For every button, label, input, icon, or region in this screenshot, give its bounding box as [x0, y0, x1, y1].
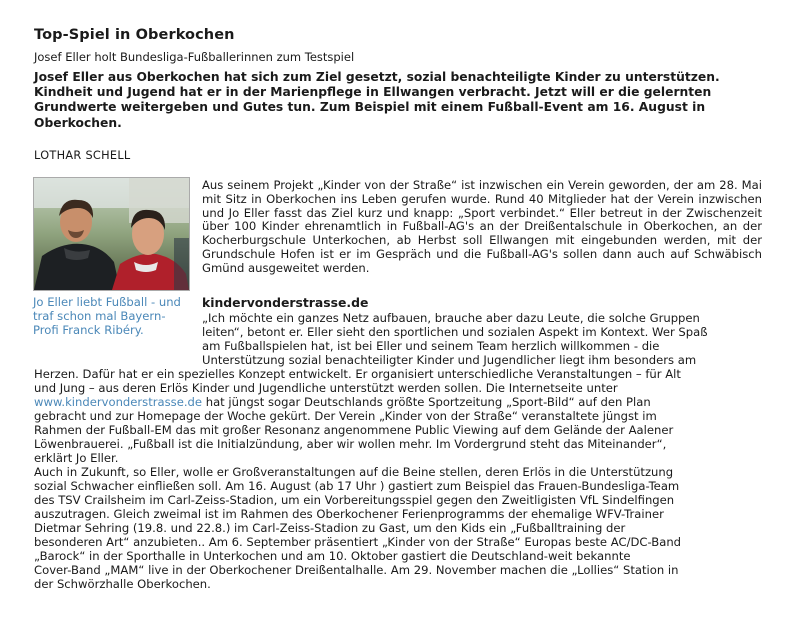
body-line: Cover-Band „MAM“ live in der Oberkochener Dreißentalhalle. Am 29. November machen die „Lollies“ Station in [34, 563, 679, 577]
article-title: Top-Spiel in Oberkochen [34, 27, 235, 43]
photo-caption: Jo Eller liebt Fußball - und traf schon mal Bayern-Profi Franck Ribéry. [33, 295, 181, 338]
website-link[interactable]: www.kindervonderstrasse.de [34, 395, 203, 409]
body-line: auszutragen. Gleich zweimal ist im Rahmen des Oberkochener Ferienprogramms der ehemalige WFV-Trainer [34, 507, 664, 521]
body-line: „Barock“ in der Sporthalle in Unterkochen und am 10. Oktober gastiert die Deutschland-weit bekannte [34, 549, 631, 563]
body-line: gebracht und zur Homepage der Woche gekürt. Der Verein „Kinder von der Straße“ veranstaltete jüngst im [34, 409, 657, 423]
body-line: Herzen. Dafür hat er ein spezielles Konzept entwickelt. Er organisiert unterschiedliche Veranstaltungen – für Alt [34, 367, 681, 381]
body-line: „Ich möchte ein ganzes Netz aufbauen, brauche aber dazu Leute, die solche Gruppen [202, 311, 700, 325]
body-line: erklärt Jo Eller. [34, 451, 119, 465]
photo-illustration [34, 178, 189, 290]
body-line: Löwenbrauerei. „Fußball ist die Initialzündung, aber wir wollen mehr. Im Vordergrund steht das Miteinander“, [34, 437, 667, 451]
body-line: der Schwörzhalle Oberkochen. [34, 577, 211, 591]
body-line: leiten“, betont er. Eller sieht den sportlichen und sozialen Aspekt im Kontext. Wer Spaß [202, 325, 708, 339]
body-line: am Fußballspielen hat, ist bei Eller und seinem Team herzlich willkommen - die [202, 339, 660, 353]
article-photo [33, 177, 190, 291]
article-lead: Josef Eller aus Oberkochen hat sich zum Ziel gesetzt, sozial benachteiligte Kinder zu unterstützen. Kindheit und Jugend hat er in der Marienpflege in Ellwangen verbracht. Jetzt will er die gelernten Grundwerte weitergeben und Gutes tun. Zum Beispiel mit einem Fußball-Event am 16. August in Oberkochen. [34, 70, 720, 130]
body-line: und Jung – aus deren Erlös Kinder und Jugendliche unterstützt werden sollen. Die Internetseite unter [34, 381, 618, 395]
body-line: Dietmar Sehring (19.8. und 22.8.) im Carl-Zeiss-Stadion zu Gast, um den Kids ein „Fußballtraining der [34, 521, 626, 535]
author-byline: LOTHAR SCHELL [34, 149, 131, 162]
body-line [34, 396, 651, 410]
body-line: des TSV Crailsheim im Carl-Zeiss-Stadion, um ein Vorbereitungsspiel gegen den Zweitligisten VfL Sindelfingen [34, 493, 675, 507]
body-line: sozial Schwacher einfließen soll. Am 16. August (ab 17 Uhr ) gastiert zum Beispiel das Frauen-Bundesliga-Team [34, 479, 680, 493]
body-line: Rahmen der Fußball-EM das mit großer Resonanz angenommene Public Viewing auf dem Gelände der Aalener [34, 423, 674, 437]
body-line: besonderen Art“ anzubieten.. Am 6. September präsentiert „Kinder von der Straße“ Europas beste AC/DC-Band [34, 535, 682, 549]
section-heading: kindervonderstrasse.de [202, 295, 369, 310]
body-line: Auch in Zukunft, so Eller, wolle er Großveranstaltungen auf die Beine stellen, deren Erlös in die Unterstützung [34, 465, 674, 479]
body-line-rest: hat jüngst sogar Deutschlands größte Sportzeitung „Sport-Bild“ auf den Plan [202, 395, 651, 409]
body-paragraph-1: Aus seinem Projekt „Kinder von der Straße“ ist inzwischen ein Verein geworden, der am 28. Mai mit Sitz in Oberkochen ins Leben gerufen wurde. Rund 40 Mitglieder hat der Verein inzwischen und Jo Eller fasst das Ziel kurz und knapp: „Sport verbindet.“ Eller betreut in der Zwischenzeit über 100 Kinder ehrenamtlich in Fußball-AG's an der Dreißentalschule in Oberkochen, an der Kocherburgschule Unterkochen, ab Herbst soll Ellwangen mit eingebunden werden, mit der Grundschule Hofen ist er im Gespräch und die Fußball-AG's sollen dann auch auf Schwäbisch Gmünd ausgeweitet werden. [202, 178, 762, 275]
body-line: Unterstützung sozial benachteiligter Kinder und Jugendlicher liegt ihm besonders am [202, 353, 697, 367]
article-subtitle: Josef Eller holt Bundesliga-Fußballerinnen zum Testspiel [34, 50, 355, 64]
